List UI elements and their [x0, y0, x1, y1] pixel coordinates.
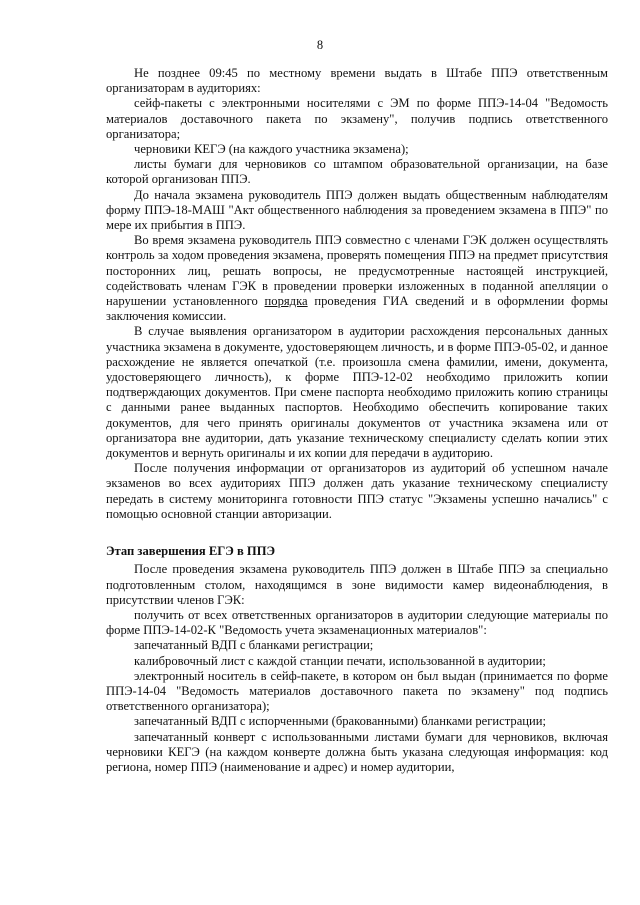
paragraph: листы бумаги для черновиков со штампом образовательной организации, на базе которой организован ППЭ. [106, 157, 608, 187]
paragraph-control [106, 233, 608, 324]
paragraph: черновики КЕГЭ (на каждого участника экзамена); [134, 142, 409, 157]
paragraph: До начала экзамена руководитель ППЭ должен выдать общественным наблюдателям форму ППЭ-18-МАШ "Акт общественного наблюдения за проведением экзамена в ППЭ" по мере их прибытия в ППЭ. [106, 187, 608, 233]
paragraph-text: Во время экзамена руководитель ППЭ совместно с членами ГЭК должен осуществлять контроль за ходом проведения экзамена, проверять помещения ППЭ на предмет присутствия посторонних лиц, решать вопросы, не предусмотренные настоящей инструкцией, содействовать членам ГЭК в проведении проверки изложенных в поданной апелляции о нарушении установленного [106, 233, 608, 309]
page-content [106, 66, 608, 775]
list-item: электронный носитель в сейф-пакете, в котором он был выдан (принимается по форме ППЭ-14-04 "Ведомость материалов доставочного пакета по экзамену" под подпись ответственного организатора); [106, 668, 608, 714]
paragraph: получить от всех ответственных организаторов в аудитории следующие материалы по форме ППЭ-14-02-К "Ведомость учета экзаменационных материалов": [106, 607, 608, 638]
page-number: 8 [316, 38, 324, 52]
paragraph: В случае выявления организатором в аудитории расхождения персональных данных участника экзамена в документе, удостоверяющем личность, и в форме ППЭ-05-02, и данное расхождение не является опечаткой (т.е. произошла смена фамилии, имени, документа, удостоверяющего личность), к форме ППЭ-12-02 необходимо приложить копии подтверждающих документов. При смене паспорта необходимо приложить копию страницы с данными ранее выданных паспортов. Необходимо обеспечить копирование таких документов, для чего принять оригиналы документов от участника экзамена или от организатора вне аудитории, дать указание техническому специалисту сделать копии этих документов и вернуть оригиналы и их копии для передачи в аудиторию. [106, 324, 608, 461]
paragraph-text: проведения ГИА сведений и в оформлении формы заключения комиссии. [106, 294, 608, 324]
list-item: запечатанный ВДП с бланками регистрации; [134, 638, 374, 653]
paragraph: После получения информации от организаторов из аудиторий об успешном начале экзаменов во всех аудиториях ППЭ должен дать указание техническому специалисту передать в систему мониторинга готовности ППЭ статус "Экзамены успешно начались" с помощью основной станции авторизации. [106, 461, 608, 521]
paragraph: После проведения экзамена руководитель ППЭ должен в Штабе ППЭ за специально подготовленным столом, находящимся в зоне видимости камер видеонаблюдения, в присутствии членов ГЭК: [106, 562, 608, 607]
paragraph: Не позднее 09:45 по местному времени выдать в Штабе ППЭ ответственным организаторам в аудиториях: [106, 66, 608, 96]
procedure-link[interactable]: порядка [264, 294, 308, 309]
list-item: запечатанный конверт с использованными листами бумаги для черновиков, включая черновики КЕГЭ (на каждом конверте должна быть указана следующая информация: код региона, номер ППЭ (наименование и адрес) и номер аудитории, [106, 729, 608, 774]
section-heading: Этап завершения ЕГЭ в ППЭ [106, 544, 276, 559]
list-item: калибровочный лист с каждой станции печати, использованной в аудитории; [134, 653, 546, 668]
list-item: запечатанный ВДП с испорченными (бракованными) бланками регистрации; [134, 714, 547, 729]
paragraph: сейф-пакеты с электронными носителями с ЭМ по форме ППЭ-14-04 "Ведомость материалов доставочного пакета по экзамену", получив подпись ответственного организатора; [106, 96, 608, 141]
